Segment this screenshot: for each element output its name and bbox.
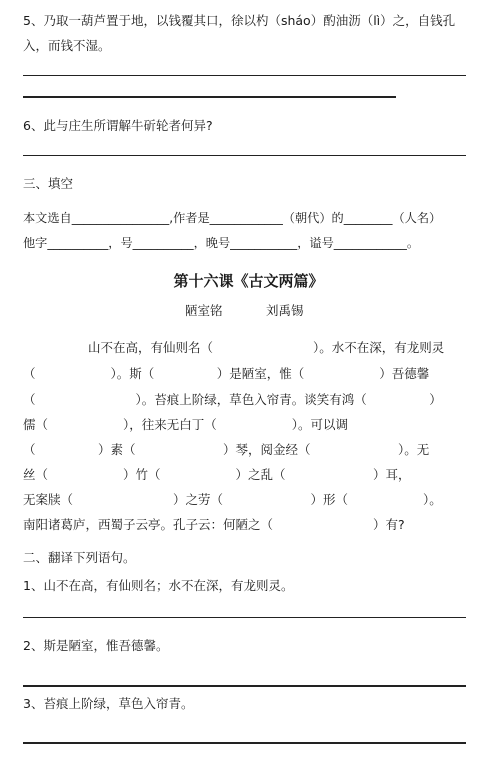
answer-line: [23, 742, 466, 744]
answer-line: [23, 685, 466, 687]
lesson-author: 刘禹锡: [266, 303, 304, 318]
passage-line: （ ）。苔痕上阶绿，草色入帘青。谈笑有鸿（ ）: [23, 392, 442, 407]
lesson-title: 第十六课《古文两篇》: [173, 272, 324, 290]
question-5-line-2: 入，而钱不湿。: [23, 38, 111, 53]
translate-heading: 二、翻译下列语句。: [23, 550, 136, 565]
answer-line: [23, 617, 466, 618]
translate-item: 2、斯是陋室，惟吾德馨。: [23, 638, 169, 653]
fill-blank-line-2: 他字__________，号__________，晚号___________，谥号____________。: [23, 236, 420, 250]
answer-line: [23, 96, 396, 98]
passage-line: 儒（ ），往来无白丁（ ）。可以调: [23, 417, 349, 432]
answer-line: [23, 155, 466, 156]
answer-line: [23, 75, 466, 76]
passage-line: （ ）。斯（ ）是陋室，惟（ ）吾德馨: [23, 366, 430, 381]
translate-item: 1、山不在高，有仙则名；水不在深，有龙则灵。: [23, 578, 294, 593]
passage-line: （ ）素（ ）琴，阅金经（ ）。无: [23, 442, 430, 457]
passage-line: 丝（ ）竹（ ）之乱（ ）耳，: [23, 467, 411, 482]
fill-blank-line-1: 本文选自________________,作者是____________（朝代）的________（人名）: [23, 211, 442, 225]
lesson-subtitle: 陋室铭: [185, 303, 223, 318]
section-3-heading: 三、填空: [23, 176, 74, 191]
question-6: 6、此与庄生所谓解牛斫轮者何异?: [23, 118, 213, 133]
passage-line: 南阳诸葛庐，西蜀子云亭。孔子云：何陋之（ ）有?: [23, 517, 405, 532]
question-5-line-1: 5、乃取一葫芦置于地，以钱覆其口，徐以杓（sháo）酌油沥（lì）之，自钱孔: [23, 13, 456, 28]
translate-item: 3、苔痕上阶绿，草色入帘青。: [23, 696, 194, 711]
passage-line: 山不在高，有仙则名（ ）。水不在深，有龙则灵: [88, 340, 445, 355]
passage-line: 无案牍（ ）之劳（ ）形（ ）。: [23, 492, 442, 507]
